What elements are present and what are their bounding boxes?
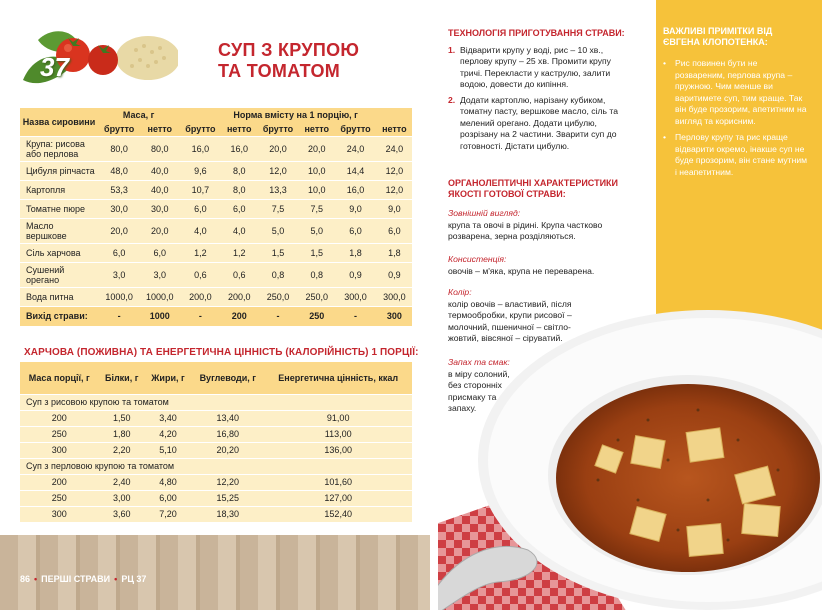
table-row: [20, 490, 412, 506]
footer-section: ПЕРШІ СТРАВИ: [41, 574, 111, 584]
table-cell: 16,0: [334, 181, 376, 200]
nutrition-header: Жири, г: [145, 362, 191, 394]
page-footer: 86 • ПЕРШІ СТРАВИ • РЦ 37: [20, 574, 147, 584]
table-cell: 1,5: [299, 244, 334, 263]
header-gross: брутто: [98, 122, 140, 137]
nutrition-header: Енергетична цінність, ккал: [264, 362, 412, 394]
table-cell: 6,0: [377, 219, 412, 244]
group-label: Суп з рисовою крупою та томатом: [20, 394, 412, 410]
table-cell: 7,20: [145, 506, 191, 522]
table-cell: 53,3: [98, 181, 140, 200]
table-cell: 10,7: [179, 181, 221, 200]
table-row: [20, 506, 412, 522]
technology-section: [448, 28, 633, 156]
organoleptic-appearance: Зовнішній вигляд: крупа та овочі в рідині. Крупа частково розварена, зерна розділяються.: [448, 208, 603, 241]
footer-recipe-code: РЦ 37: [121, 574, 147, 584]
notes-heading: ВАЖЛИВІ ПРИМІТКИ ВІД ЄВГЕНА КЛОПОТЕНКА:: [663, 26, 773, 47]
page-title: [218, 40, 359, 82]
table-cell: 12,0: [377, 181, 412, 200]
header-gross: брутто: [257, 122, 299, 137]
group-label: Суп з перловою крупою та томатом: [20, 458, 412, 474]
table-cell: 80,0: [140, 137, 179, 162]
header-net: нетто: [299, 122, 334, 137]
header-net: нетто: [222, 122, 257, 137]
table-cell: 7,5: [299, 200, 334, 219]
table-cell: 14,4: [334, 162, 376, 181]
table-cell: 4,0: [179, 219, 221, 244]
table-cell: 5,10: [145, 442, 191, 458]
table-cell: 30,0: [140, 200, 179, 219]
title-line-1: СУП З КРУПОЮ: [218, 40, 360, 60]
table-cell: 1,2: [179, 244, 221, 263]
table-cell: 200: [20, 410, 99, 426]
page-number: 86: [20, 574, 31, 584]
table-cell: 16,0: [222, 137, 257, 162]
header-mass: Маса, г: [98, 108, 179, 122]
wood-floor-background: [0, 535, 430, 610]
table-row: [20, 137, 412, 162]
group-row: [20, 458, 412, 474]
table-cell: 12,0: [257, 162, 299, 181]
table-cell: 12,0: [377, 162, 412, 181]
table-row: [20, 410, 412, 426]
table-cell: 20,0: [140, 219, 179, 244]
table-cell: 113,00: [264, 426, 412, 442]
table-cell: 1,2: [222, 244, 257, 263]
table-cell: 200,0: [179, 288, 221, 307]
table-cell: 3,0: [140, 263, 179, 288]
table-row: [20, 426, 412, 442]
header-net: нетто: [140, 122, 179, 137]
table-cell: 0,8: [257, 263, 299, 288]
table-cell: 101,60: [264, 474, 412, 490]
table-cell: 8,0: [222, 162, 257, 181]
table-cell: 40,0: [140, 181, 179, 200]
table-cell: 6,00: [145, 490, 191, 506]
table-cell: 9,0: [334, 200, 376, 219]
table-cell: 1000,0: [98, 288, 140, 307]
table-cell: 250,0: [299, 288, 334, 307]
header-name: Назва сировини: [20, 108, 98, 137]
notes-list: [663, 58, 808, 183]
table-row: [20, 200, 412, 219]
table-cell: 3,0: [98, 263, 140, 288]
table-cell: 2,20: [99, 442, 145, 458]
table-cell: -: [179, 307, 221, 326]
table-cell: 6,0: [179, 200, 221, 219]
nutrition-heading: ХАРЧОВА (ПОЖИВНА) ТА ЕНЕРГЕТИЧНА ЦІННІСТЬ (КАЛОРІЙНІСТЬ) 1 ПОРЦІЇ:: [24, 347, 419, 358]
table-cell: 20,0: [98, 219, 140, 244]
ingredient-name: Картопля: [20, 181, 98, 200]
table-row: [20, 263, 412, 288]
technology-step: 1. Відварити крупу у воді, рис – 10 хв., перлову крупу – 25 хв. Промити крупу тричі. Перекласти у каструлю, залити водою, довести до кипіння.: [448, 44, 611, 89]
recipe-number: 37: [40, 52, 69, 82]
table-cell: 4,0: [222, 219, 257, 244]
table-cell: 127,00: [264, 490, 412, 506]
table-cell: -: [257, 307, 299, 326]
table-cell: 13,40: [191, 410, 264, 426]
table-cell: -: [98, 307, 140, 326]
table-cell: 16,0: [179, 137, 221, 162]
table-cell: 250: [20, 490, 99, 506]
table-cell: 6,0: [140, 244, 179, 263]
table-cell: 2,40: [99, 474, 145, 490]
table-cell: 40,0: [140, 162, 179, 181]
table-cell: 152,40: [264, 506, 412, 522]
table-row: [20, 244, 412, 263]
table-cell: 250,0: [257, 288, 299, 307]
ingredient-name: Вихід страви:: [20, 307, 98, 326]
header-net: нетто: [377, 122, 412, 137]
header-gross: брутто: [334, 122, 376, 137]
table-cell: 7,5: [257, 200, 299, 219]
table-cell: 1,50: [99, 410, 145, 426]
table-cell: 9,0: [377, 200, 412, 219]
ingredient-name: Сіль харчова: [20, 244, 98, 263]
table-cell: 1,8: [377, 244, 412, 263]
table-cell: 6,0: [98, 244, 140, 263]
table-cell: 1,80: [99, 426, 145, 442]
table-cell: 300,0: [377, 288, 412, 307]
header-norm: Норма вмісту на 1 порцію, г: [179, 108, 412, 122]
header-gross: брутто: [179, 122, 221, 137]
table-cell: 6,0: [222, 200, 257, 219]
table-cell: 20,20: [191, 442, 264, 458]
table-cell: 4,80: [145, 474, 191, 490]
table-cell: 13,3: [257, 181, 299, 200]
table-cell: 10,0: [299, 162, 334, 181]
note-item: • Рис повинен бути не розвареним, перлова крупа – пружною. Чим менше ви варитимете суп, тим краще. Так він буде прозорим, апетитним на вигляд та корисним.: [663, 58, 807, 126]
table-cell: 136,00: [264, 442, 412, 458]
table-cell: 10,0: [299, 181, 334, 200]
organoleptic-consistency: Консистенція: овочів – м'яка, крупа не переварена.: [448, 254, 595, 276]
table-cell: 200,0: [222, 288, 257, 307]
table-cell: 4,20: [145, 426, 191, 442]
table-cell: 12,20: [191, 474, 264, 490]
table-cell: 48,0: [98, 162, 140, 181]
table-row: [20, 288, 412, 307]
table-cell: 200: [20, 474, 99, 490]
ingredient-name: Томатне пюре: [20, 200, 98, 219]
table-row: [20, 162, 412, 181]
table-cell: 30,0: [98, 200, 140, 219]
table-cell: 16,80: [191, 426, 264, 442]
table-cell: 0,9: [334, 263, 376, 288]
table-row: [20, 474, 412, 490]
table-cell: 15,25: [191, 490, 264, 506]
table-cell: 300: [20, 442, 99, 458]
table-cell: 3,60: [99, 506, 145, 522]
table-cell: 5,0: [299, 219, 334, 244]
ingredient-name: Цибуля ріпчаста: [20, 162, 98, 181]
table-cell: 24,0: [334, 137, 376, 162]
title-line-2: ТА ТОМАТОМ: [218, 61, 341, 81]
table-cell: 300: [20, 506, 99, 522]
table-cell: 0,9: [377, 263, 412, 288]
table-cell: -: [334, 307, 376, 326]
soup-bowl-image: [438, 300, 822, 610]
table-cell: 91,00: [264, 410, 412, 426]
organoleptic-smell-taste: Запах та смак: в міру солоний, без сторонніх присмаку та запаху.: [448, 357, 510, 413]
nutrition-table: [20, 362, 412, 522]
table-cell: 200: [222, 307, 257, 326]
table-cell: 5,0: [257, 219, 299, 244]
table-cell: 250: [20, 426, 99, 442]
ingredient-name: Масло вершкове: [20, 219, 98, 244]
table-cell: 1,8: [334, 244, 376, 263]
table-cell: 250: [299, 307, 334, 326]
organoleptic-color: Колір: колір овочів – властивий, після термообробки, крупи рисової – молочний, пшеничної – світло-жовтий, вівсяної – сіруватий.: [448, 287, 572, 343]
table-cell: 1000: [140, 307, 179, 326]
ingredient-name: Сушений орегано: [20, 263, 98, 288]
nutrition-header: Білки, г: [99, 362, 145, 394]
table-cell: 18,30: [191, 506, 264, 522]
table-row: [20, 307, 412, 326]
table-cell: 20,0: [299, 137, 334, 162]
table-cell: 9,6: [179, 162, 221, 181]
ingredient-name: Вода питна: [20, 288, 98, 307]
table-cell: 300: [377, 307, 412, 326]
table-cell: 1,5: [257, 244, 299, 263]
table-cell: 24,0: [377, 137, 412, 162]
nutrition-header: Маса порції, г: [20, 362, 99, 394]
table-cell: 300,0: [334, 288, 376, 307]
table-cell: 0,8: [299, 263, 334, 288]
organoleptic-heading: ОРГАНОЛЕПТИЧНІ ХАРАКТЕРИСТИКИ ЯКОСТІ ГОТОВОЇ СТРАВИ:: [448, 178, 618, 199]
table-cell: 1000,0: [140, 288, 179, 307]
table-row: [20, 442, 412, 458]
table-cell: 3,00: [99, 490, 145, 506]
group-row: [20, 394, 412, 410]
table-cell: 0,6: [179, 263, 221, 288]
note-item: • Перлову крупу та рис краще відварити окремо, інакше суп не буде прозорим, він стане мутним і неапетитним.: [663, 132, 808, 177]
table-cell: 80,0: [98, 137, 140, 162]
technology-heading: ТЕХНОЛОГІЯ ПРИГОТУВАННЯ СТРАВИ:: [448, 28, 625, 38]
table-cell: 6,0: [334, 219, 376, 244]
ingredient-name: Крупа: рисова або перлова: [20, 137, 98, 162]
table-cell: 20,0: [257, 137, 299, 162]
table-row: [20, 219, 412, 244]
table-cell: 3,40: [145, 410, 191, 426]
table-cell: 8,0: [222, 181, 257, 200]
nutrition-header: Вуглеводи, г: [191, 362, 264, 394]
table-row: [20, 181, 412, 200]
table-cell: 0,6: [222, 263, 257, 288]
composition-table: [20, 108, 412, 326]
technology-step: 2. Додати картоплю, нарізану кубиком, томатну пасту, вершкове масло, сіль та мелений орегано. Додати цибулю, розрізану на 2 частини. Зварити суп до готовності. Дістати цибулю.: [448, 94, 619, 151]
